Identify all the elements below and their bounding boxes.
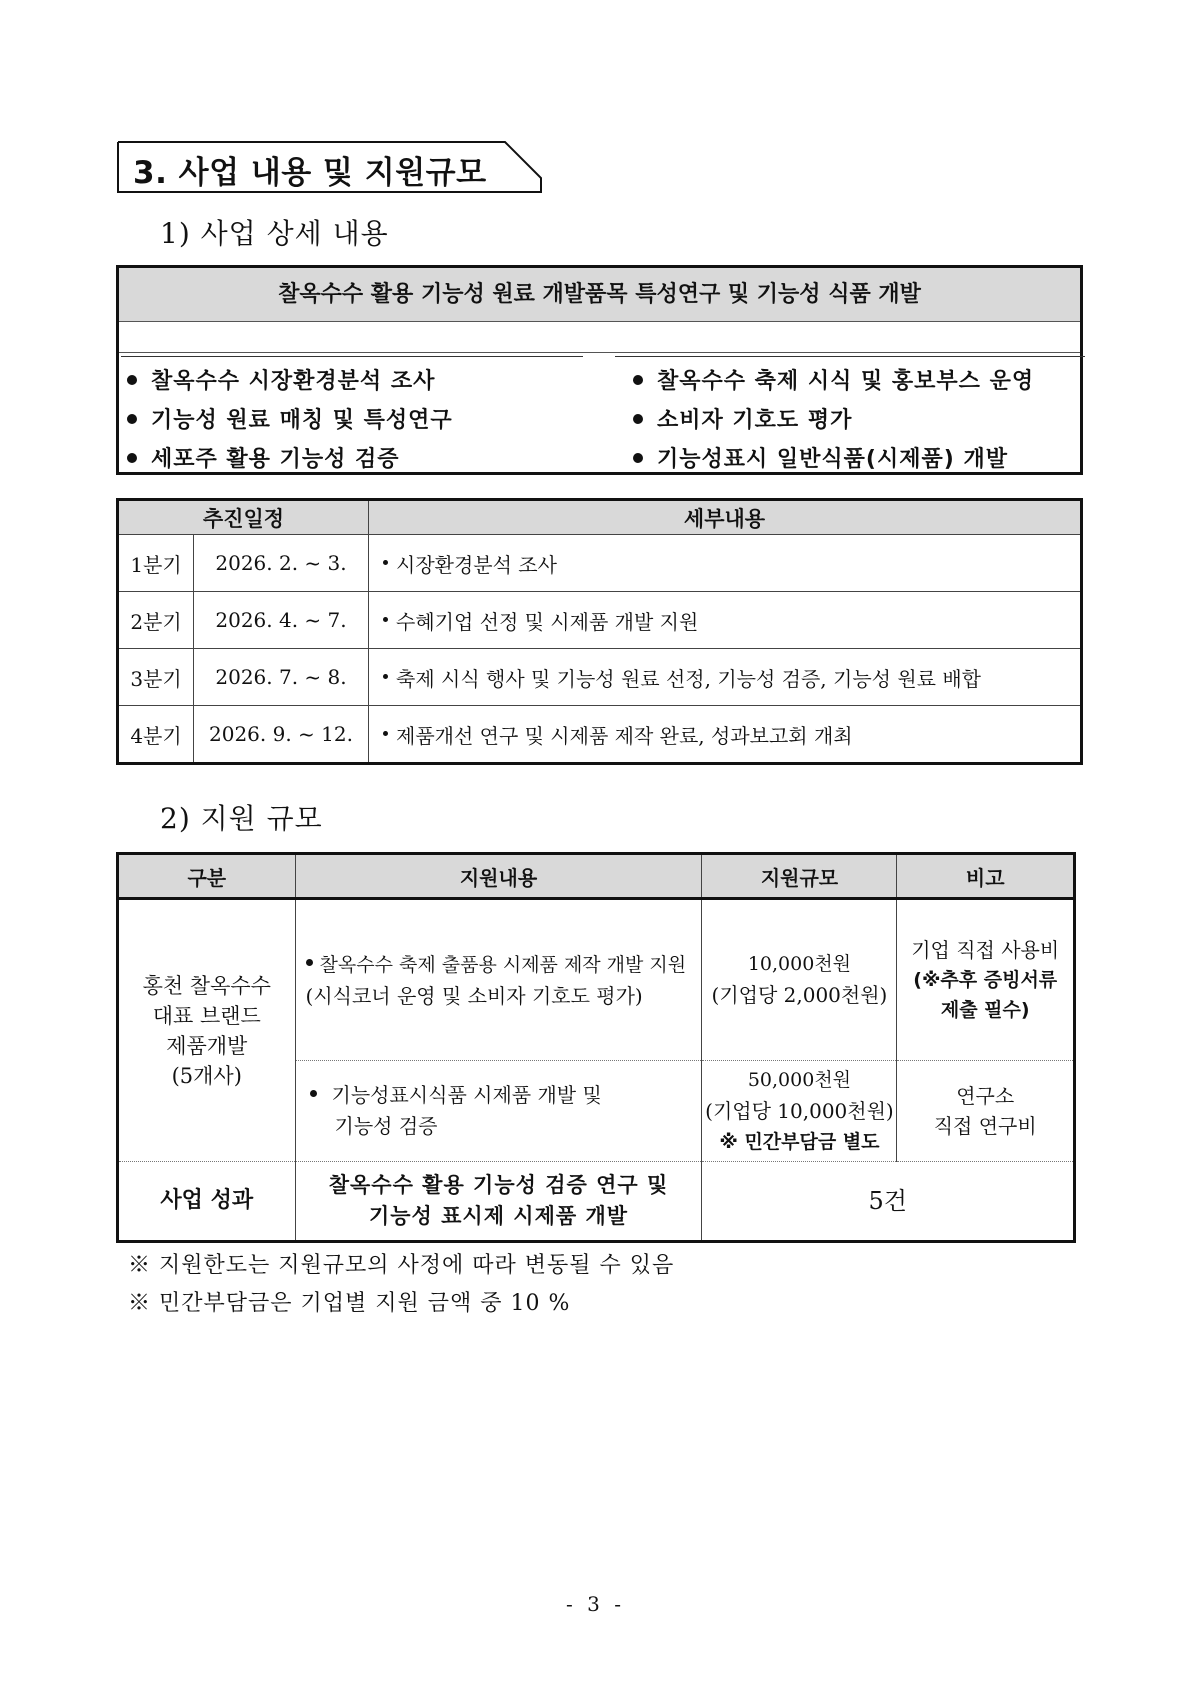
schedule-content: 축제 시식 행사 및 기능성 원료 선정, 기능성 검증, 기능성 원료 배합 [369, 649, 1082, 706]
note-1: ※ 지원한도는 지원규모의 사정에 따라 변동될 수 있음 [128, 1253, 675, 1278]
left-divider [121, 356, 583, 357]
support-header-note: 비고 [897, 854, 1075, 899]
bullet-icon [127, 414, 137, 424]
schedule-date: 2026. 7. ~ 8. [194, 649, 369, 706]
schedule-header-content: 세부내용 [369, 500, 1082, 535]
detail-item-right-3: 기능성표시 일반식품(시제품) 개발 [633, 442, 1008, 473]
detail-heading: 1) 사업 상세 내용 [160, 217, 389, 250]
support-note-1: 기업 직접 사용비 (※추후 증빙서류 제출 필수) [897, 899, 1075, 1061]
table-row [118, 899, 1075, 1061]
bullet-icon [633, 375, 643, 385]
support-header-category: 구분 [118, 854, 296, 899]
outcome-value: 5건 [702, 1162, 1075, 1242]
detail-item-left-3: 세포주 활용 기능성 검증 [127, 442, 400, 473]
support-header-row [118, 854, 1075, 899]
bullet-icon [127, 453, 137, 463]
table-row [118, 535, 1082, 592]
page-number: - 3 - [566, 1592, 625, 1616]
table-row [118, 706, 1082, 764]
outcome-content: 찰옥수수 활용 기능성 검증 연구 및 기능성 표시제 시제품 개발 [295, 1162, 702, 1242]
section-title: 3. 사업 내용 및 지원규모 [133, 155, 487, 191]
support-header-scale: 지원규모 [702, 854, 897, 899]
outcome-label: 사업 성과 [118, 1162, 296, 1242]
dot-icon [383, 731, 388, 736]
detail-item-left-1: 찰옥수수 시장환경분석 조사 [127, 364, 435, 395]
schedule-date: 2026. 2. ~ 3. [194, 535, 369, 592]
bullet-icon [310, 1090, 317, 1097]
section-heading [117, 141, 543, 193]
detail-box [116, 265, 1083, 475]
support-table [116, 852, 1076, 1243]
schedule-header-row [118, 500, 1082, 535]
support-note-2: 연구소 직접 연구비 [897, 1061, 1075, 1162]
schedule-content: 수혜기업 선정 및 시제품 개발 지원 [369, 592, 1082, 649]
schedule-table [116, 498, 1083, 765]
dot-icon [383, 560, 388, 565]
schedule-quarter: 2분기 [118, 592, 194, 649]
detail-box-title: 찰옥수수 활용 기능성 원료 개발품목 특성연구 및 기능성 식품 개발 [119, 268, 1080, 322]
detail-box-blank-row [119, 321, 1080, 353]
schedule-date: 2026. 4. ~ 7. [194, 592, 369, 649]
support-heading: 2) 지원 규모 [160, 802, 323, 835]
support-header-content: 지원내용 [295, 854, 702, 899]
table-row [118, 1162, 1075, 1242]
bullet-icon [633, 414, 643, 424]
schedule-content: 시장환경분석 조사 [369, 535, 1082, 592]
detail-item-left-2: 기능성 원료 매칭 및 특성연구 [127, 403, 453, 434]
support-category: 홍천 찰옥수수 대표 브랜드 제품개발 (5개사) [118, 899, 296, 1162]
schedule-quarter: 1분기 [118, 535, 194, 592]
right-divider [615, 356, 1085, 357]
schedule-quarter: 3분기 [118, 649, 194, 706]
detail-item-right-1: 찰옥수수 축제 시식 및 홍보부스 운영 [633, 364, 1034, 395]
note-2: ※ 민간부담금은 기업별 지원 금액 중 10 % [128, 1291, 571, 1316]
support-scale-1: 10,000천원 (기업당 2,000천원) [702, 899, 897, 1061]
support-scale-2: 50,000천원 (기업당 10,000천원) ※ 민간부담금 별도 [702, 1061, 897, 1162]
table-row [118, 649, 1082, 706]
schedule-content: 제품개선 연구 및 시제품 제작 완료, 성과보고회 개최 [369, 706, 1082, 764]
detail-item-right-2: 소비자 기호도 평가 [633, 403, 852, 434]
dot-icon [383, 617, 388, 622]
support-content-1: 찰옥수수 축제 출품용 시제품 제작 개발 지원 (시식코너 운영 및 소비자 기호도 평가) [295, 899, 702, 1061]
bullet-icon [127, 375, 137, 385]
dot-icon [383, 674, 388, 679]
support-content-2: 기능성표시식품 시제품 개발 및 기능성 검증 [295, 1061, 702, 1162]
schedule-quarter: 4분기 [118, 706, 194, 764]
bullet-icon [633, 453, 643, 463]
bullet-icon [306, 959, 313, 966]
schedule-header-date: 추진일정 [118, 500, 369, 535]
schedule-date: 2026. 9. ~ 12. [194, 706, 369, 764]
table-row [118, 592, 1082, 649]
